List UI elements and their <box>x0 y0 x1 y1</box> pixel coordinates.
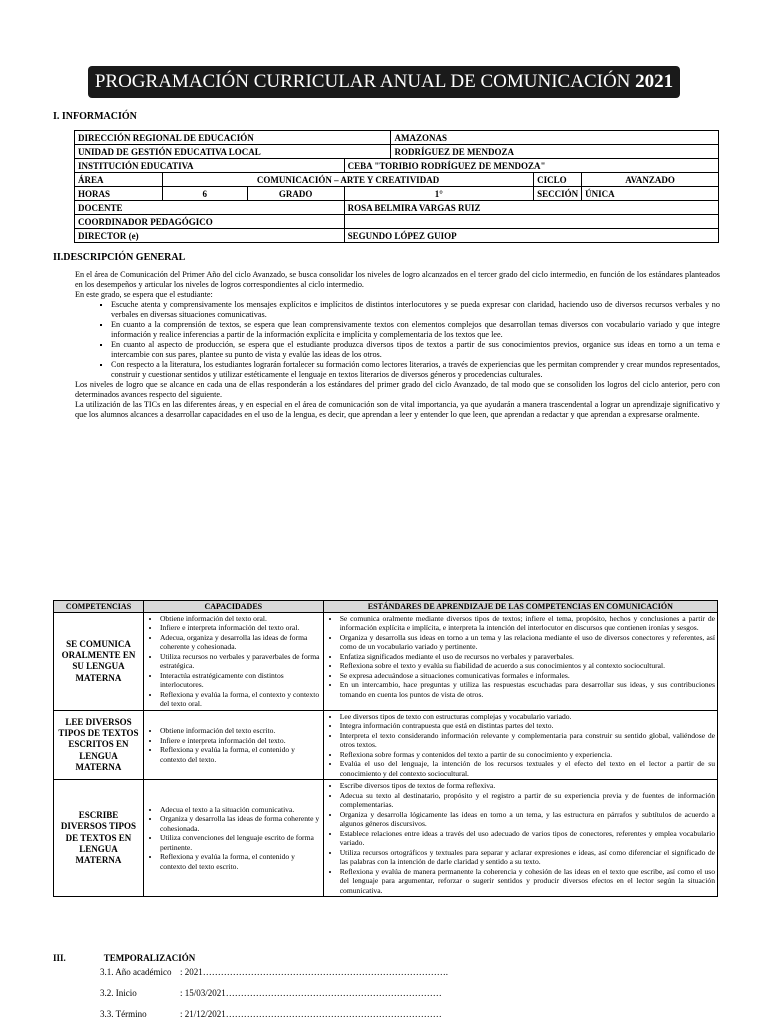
capacity-item: • Interactúa estratégicamente con distintos interlocutores. <box>160 671 321 690</box>
list-item: ▪ Con respecto a la literatura, los estudiantes lograrán fortalecer su formación como lectores literarios, a través de experiencias que les permitan comprender y crear mundos representados, construir y cuestionar sentidos y utilizar estéticamente el lenguaje en textos literarios de diversos géneros y procedencias culturales. <box>111 360 720 380</box>
info-row: HORAS 6 GRADO 1° SECCIÓN ÚNICA <box>75 187 719 201</box>
standard-item: • Reflexiona y evalúa de manera permanente la coherencia y cohesión de las ideas en el texto que escribe, así como el uso del lenguaje para argumentar, reforzar o sugerir sentidos y producir diversos efectos en el lector según la situación comunicativa. <box>340 867 715 895</box>
capacity-item: • Organiza y desarrolla las ideas de forma coherente y cohesionada. <box>160 814 321 833</box>
tempo-line: 3.1. Año académico : 2021………………………………………………………………………. <box>100 967 449 977</box>
info-row: INSTITUCIÓN EDUCATIVA CEBA "TORIBIO RODRÍGUEZ DE MENDOZA" <box>75 159 719 173</box>
column-header: ESTÁNDARES DE APRENDIZAJE DE LAS COMPETENCIAS EN COMUNICACIÓN <box>323 601 717 613</box>
standard-item: • Utiliza recursos ortográficos y textuales para separar y aclarar expresiones e ideas, así como diferenciar el significado de las palabras con la intención de darle claridad y sentido a su texto. <box>340 848 715 867</box>
info-table <box>74 130 719 243</box>
list-item: ▪ En cuanto a la comprensión de textos, se espera que lean comprensivamente textos con elementos complejos que desarrollan temas diversos con vocabulario variado y que integre información y realice inferencias a partir de la información explícita e implícita y complementaria de los textos que lee. <box>111 320 720 340</box>
capacity-item: • Reflexiona y evalúa la forma, el contexto y contexto del texto oral. <box>160 690 321 709</box>
tempo-line: 3.3. Término : 21/12/2021……………………………………………………………… <box>100 1009 442 1019</box>
standard-item: • Organiza y desarrolla lógicamente las ideas en torno a un tema, y las estructura en párrafos y subtítulos de acuerdo a algunos géneros discursivos. <box>340 810 715 829</box>
standard-item: • Integra información contrapuesta que está en distintas partes del texto. <box>340 721 715 730</box>
table-row <box>54 613 718 711</box>
standard-item: • Reflexiona sobre formas y contenidos del texto a partir de su conocimiento y experiencia. <box>340 750 715 759</box>
competency-name: ESCRIBE DIVERSOS TIPOS DE TEXTOS EN LENGUA MATERNA <box>54 780 144 897</box>
standards-cell <box>323 613 717 711</box>
paragraph: Los niveles de logro que se alcance en cada una de ellas responderán a los estándares del primer grado del ciclo Avanzado, de tal modo que se consoliden los logros del ciclo anterior, pero con determinados avances respecto del siguiente. <box>75 380 720 399</box>
standard-item: • Se expresa adecuándose a situaciones comunicativas formales e informales. <box>340 671 715 680</box>
standard-item: • Reflexiona sobre el texto y evalúa su fiabilidad de acuerdo a sus conocimientos y al contexto sociocultural. <box>340 661 715 670</box>
info-row: COORDINADOR PEDAGÓGICO <box>75 215 719 229</box>
capacity-item: • Adecua, organiza y desarrolla las ideas de forma coherente y cohesionada. <box>160 633 321 652</box>
capacities-cell <box>143 710 323 779</box>
info-row: UNIDAD DE GESTIÓN EDUCATIVA LOCAL RODRÍGUEZ DE MENDOZA <box>75 145 719 159</box>
standard-item: • Adecua su texto al destinatario, propósito y el registro a partir de su experiencia previa y de fuentes de información complementarias. <box>340 791 715 810</box>
capacity-item: • Utiliza recursos no verbales y paraverbales de forma estratégica. <box>160 652 321 671</box>
expectations-list <box>75 300 720 380</box>
table-row <box>54 710 718 779</box>
column-header: COMPETENCIAS <box>54 601 144 613</box>
capacity-item: • Utiliza convenciones del lenguaje escrito de forma pertinente. <box>160 833 321 852</box>
tempo-line: 3.2. Inicio : 15/03/2021……………………………………………………………… <box>100 988 442 998</box>
standard-item: • Se comunica oralmente mediante diversos tipos de textos; infiere el tema, propósito, hechos y conclusiones a partir de información explícita e implícita, e interpreta la intención del interlocutor en discursos que contienen ironías y sesgos. <box>340 614 715 633</box>
standards-cell <box>323 780 717 897</box>
capacity-item: • Obtiene información del texto oral. <box>160 614 321 623</box>
standards-cell <box>323 710 717 779</box>
standard-item: • En un intercambio, hace preguntas y utiliza las respuestas escuchadas para desarrollar sus ideas, y sus contribuciones tomando en cuenta los puntos de vista de otros. <box>340 680 715 699</box>
capacity-item: • Obtiene información del texto escrito. <box>160 726 321 735</box>
general-description <box>75 270 720 420</box>
standard-item: • Escribe diversos tipos de textos de forma reflexiva. <box>340 781 715 790</box>
standard-item: • Establece relaciones entre ideas a través del uso adecuado de varios tipos de conectores, referentes y emplea vocabulario variado. <box>340 829 715 848</box>
paragraph: En el área de Comunicación del Primer Año del ciclo Avanzado, se busca consolidar los niveles de logro alcanzados en el tercer grado del ciclo intermedio, en función de los estándares planteados en los desempeños y articular los niveles de logros correspondientes al ciclo intermedio. <box>75 270 720 289</box>
capacity-item: • Infiere e interpreta información del texto oral. <box>160 623 321 632</box>
capacity-item: • Adecua el texto a la situación comunicativa. <box>160 805 321 814</box>
info-row: DIRECTOR (e) SEGUNDO LÓPEZ GUIOP <box>75 229 719 243</box>
capacity-item: • Reflexiona y evalúa la forma, el contenido y contexto del texto. <box>160 745 321 764</box>
column-header: CAPACIDADES <box>143 601 323 613</box>
table-header-row <box>54 601 718 613</box>
standard-item: • Enfatiza significados mediante el uso de recursos no verbales y paraverbales. <box>340 652 715 661</box>
title-year: 2021 <box>635 71 674 92</box>
paragraph: En este grado, se espera que el estudiante: <box>75 290 213 299</box>
standard-item: • Lee diversos tipos de texto con estructuras complejas y vocabulario variado. <box>340 712 715 721</box>
table-row <box>54 780 718 897</box>
paragraph: La utilización de las TICs en las diferentes áreas, y en especial en el área de comunicación son de vital importancia, ya que ayudarán a manera trascendental a lograr un aprendizaje significativo y que los alumnos alcances a desarrollar capacidades en el uso de la lengua, es decir, que aprendan a leer y entender lo que leen, que aprendan a redactar y que aprendan a expresarse oralmente. <box>75 400 720 419</box>
document-title: PROGRAMACIÓN CURRICULAR ANUAL DE COMUNICACIÓN 2021 <box>88 66 680 98</box>
list-item: ▪ Escuche atenta y comprensivamente los mensajes explícitos e implícitos de distintos interlocutores y se pueda expresar con claridad, haciendo uso de diversos recursos verbales y no verbales en diversas situaciones comunicativas. <box>111 300 720 320</box>
capacities-cell <box>143 780 323 897</box>
info-row: DOCENTE ROSA BELMIRA VARGAS RUIZ <box>75 201 719 215</box>
section-descripcion-heading: II.DESCRIPCIÓN GENERAL <box>53 252 186 263</box>
info-row: DIRECCIÓN REGIONAL DE EDUCACIÓN AMAZONAS <box>75 131 719 145</box>
section-informacion-heading: I. INFORMACIÓN <box>53 111 137 122</box>
standard-item: • Evalúa el uso del lenguaje, la intención de los recursos textuales y el efecto del texto en el lector a partir de su conocimiento y del contexto sociocultural. <box>340 759 715 778</box>
standard-item: • Interpreta el texto considerando información relevante y complementaria para construir su sentido global, valiéndose de otros textos. <box>340 731 715 750</box>
list-item: ▪ En cuanto al aspecto de producción, se espera que el estudiante produzca diversos tipos de textos a partir de sus conocimientos previos, organice sus ideas en torno a un tema e intercambie con sus pares, plantee su punto de vista y evalúe las ideas de los otros. <box>111 340 720 360</box>
competencies-table <box>53 600 718 897</box>
capacities-cell <box>143 613 323 711</box>
standard-item: • Organiza y desarrolla sus ideas en torno a un tema y las relaciona mediante el uso de diversos conectores y referentes, así como de un vocabulario variado y pertinente. <box>340 633 715 652</box>
section-temporalizacion-heading: III. TEMPORALIZACIÓN <box>53 953 196 963</box>
capacity-item: • Infiere e interpreta información del texto. <box>160 736 321 745</box>
capacity-item: • Reflexiona y evalúa la forma, el contenido y contexto del texto escrito. <box>160 852 321 871</box>
competency-name: SE COMUNICA ORALMENTE EN SU LENGUA MATERNA <box>54 613 144 711</box>
competency-name: LEE DIVERSOS TIPOS DE TEXTOS ESCRITOS EN LENGUA MATERNA <box>54 710 144 779</box>
info-row: ÁREA COMUNICACIÓN – ARTE Y CREATIVIDAD CICLO AVANZADO <box>75 173 719 187</box>
